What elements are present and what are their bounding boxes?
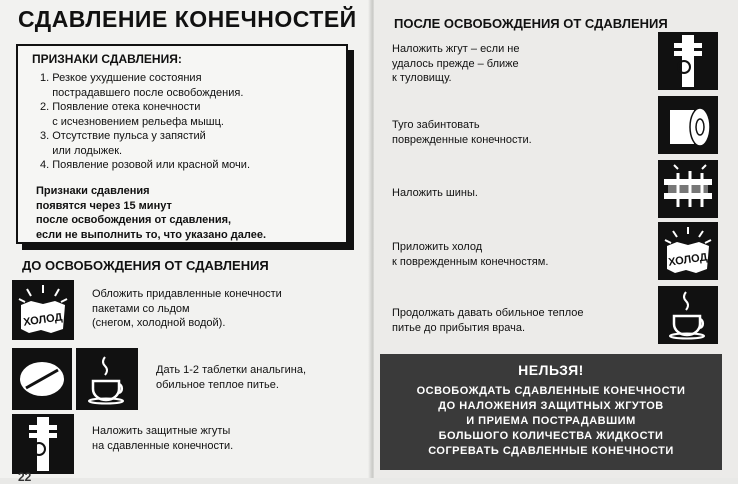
text-line: Обложить придавленные конечности <box>92 288 282 300</box>
after-step2-text <box>392 118 532 147</box>
warning-title: НЕЛЬЗЯ! <box>518 362 584 378</box>
list-item: 4. Появление розовой или красной мочи. <box>40 159 250 171</box>
text-line: питье до прибытия врача. <box>392 321 525 334</box>
warning-line: СОГРЕВАТЬ СДАВЛЕННЫЕ КОНЕЧНОСТИ <box>428 445 674 457</box>
note-line: Признаки сдавления <box>36 185 150 197</box>
text-line: Наложить защитные жгуты <box>92 425 231 437</box>
warning-line: ОСВОБОЖДАТЬ СДАВЛЕННЫЕ КОНЕЧНОСТИ <box>416 385 686 397</box>
text-line: Приложить холод <box>392 241 483 253</box>
before-step2-text <box>156 363 306 392</box>
text-line: Дать 1-2 таблетки анальгина, <box>156 364 307 376</box>
text-line: Наложить шины. <box>392 187 478 199</box>
note-line: после освобождения от сдавления, <box>36 214 232 226</box>
list-item: 3. Отсутствие пульса у запястий <box>40 130 206 142</box>
warning-line: БОЛЬШОГО КОЛИЧЕСТВА ЖИДКОСТИ <box>438 430 664 442</box>
before-release-title: ДО ОСВОБОЖДЕНИЯ ОТ СДАВЛЕНИЯ <box>22 258 269 273</box>
list-item: 2. Появление отека конечности <box>40 101 201 113</box>
signs-title: ПРИЗНАКИ СДАВЛЕНИЯ: <box>32 52 182 66</box>
right-page <box>374 0 738 478</box>
text-line: Продолжать давать обильное теплое <box>392 307 584 319</box>
hot-drink-icon <box>76 348 138 410</box>
text-line: удалось прежде – ближе <box>392 57 519 70</box>
note-line: появятся через 15 минут <box>36 199 172 212</box>
note-line: если не выполнить то, что указано далее. <box>36 228 267 241</box>
list-item: или лодыжек. <box>40 144 123 157</box>
tourniquet-icon <box>12 414 74 474</box>
text-line: к поврежденным конечностям. <box>392 255 549 268</box>
tourniquet-icon <box>658 32 718 90</box>
signs-box <box>16 44 348 244</box>
text-line: к туловищу. <box>392 72 452 84</box>
page-title: СДАВЛЕНИЕ КОНЕЧНОСТЕЙ <box>18 6 357 32</box>
text-line: (снегом, холодной водой). <box>92 317 226 329</box>
splint-icon <box>658 160 718 218</box>
text-line: Наложить жгут – если не <box>392 43 520 55</box>
cold-icon <box>12 280 74 340</box>
cold-icon <box>658 222 718 280</box>
warning-line: ДО НАЛОЖЕНИЯ ЗАЩИТНЫХ ЖГУТОВ <box>438 400 664 412</box>
text-line: на сдавленные конечности. <box>92 439 234 452</box>
list-item: 1. Резкое ухудшение состояния <box>40 72 202 84</box>
list-item: пострадавшего после освобождения. <box>40 86 244 99</box>
after-step4-text <box>392 240 548 269</box>
cold-label: ХОЛОД <box>667 251 709 269</box>
after-step1-text <box>392 42 520 86</box>
warning-line: И ПРИЕМА ПОСТРАДАВШИМ <box>466 415 636 427</box>
warning-lines <box>380 384 722 459</box>
text-line: Туго забинтовать <box>392 119 480 131</box>
text-line: поврежденные конечности. <box>392 133 532 146</box>
before-step3-text <box>92 424 233 453</box>
text-line: обильное теплое питье. <box>156 378 279 391</box>
cold-label: ХОЛОД <box>22 311 64 329</box>
bandage-icon <box>658 96 718 154</box>
before-step1-text <box>92 287 282 331</box>
after-step5-text <box>392 306 583 335</box>
signs-list <box>40 71 250 173</box>
after-step3-text <box>392 186 478 201</box>
hot-drink-icon <box>658 286 718 344</box>
warning-banner <box>380 354 722 470</box>
page-number: 22 <box>18 470 32 484</box>
list-item: с исчезновением рельефа мышц. <box>40 115 224 128</box>
pill-icon <box>12 348 72 410</box>
text-line: пакетами со льдом <box>92 302 190 315</box>
after-release-title: ПОСЛЕ ОСВОБОЖДЕНИЯ ОТ СДАВЛЕНИЯ <box>394 16 668 31</box>
signs-note <box>36 184 266 242</box>
